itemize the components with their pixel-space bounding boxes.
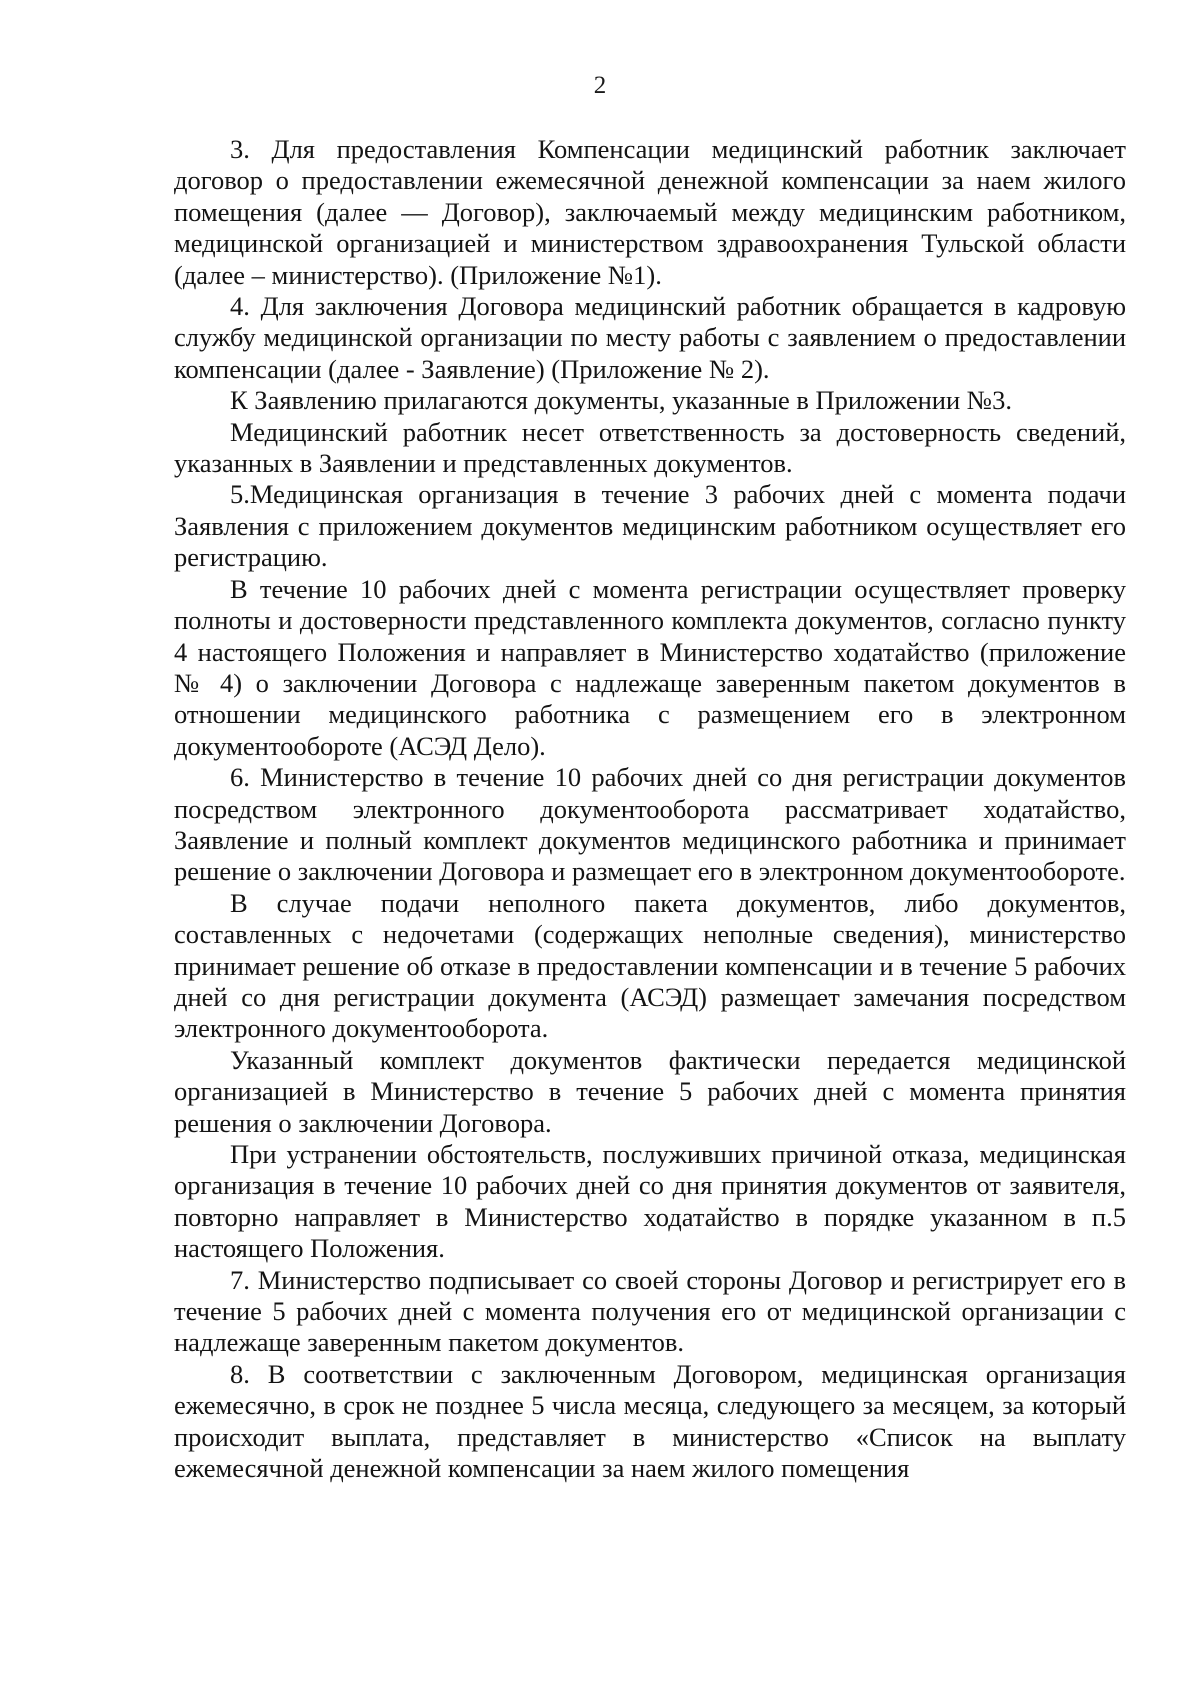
paragraph-6: 6. Министерство в течение 10 рабочих дней со дня регистрации документов посредством электронного документооборота рассматривает ходатайство, Заявление и полный комплект документов медицинского работника и принимает решение о заключении Договора и размещает его в электронном документообороте. [174,762,1126,887]
paragraph-resubmission: При устранении обстоятельств, послуживших причиной отказа, медицинская организация в течение 10 рабочих дней со дня принятия документов от заявителя, повторно направляет в Министерство ходатайство в порядке указанном в п.5 настоящего Положения. [174,1139,1126,1264]
paragraph-5: 5.Медицинская организация в течение 3 рабочих дней с момента подачи Заявления с приложением документов медицинским работником осуществляет его регистрацию. [174,479,1126,573]
paragraph-3: 3. Для предоставления Компенсации медицинский работник заключает договор о предоставлении ежемесячной денежной компенсации за наем жилого помещения (далее — Договор), заключаемый между медицинским работником, медицинской организацией и министерством здравоохранения Тульской области (далее – министерство). (Приложение №1). [174,134,1126,290]
paragraph-transfer: Указанный комплект документов фактически передается медицинской организацией в Министерство в течение 5 рабочих дней с момента принятия решения о заключении Договора. [174,1044,1126,1138]
page-number: 2 [593,72,607,99]
paragraph-4: 4. Для заключения Договора медицинский работник обращается в кадровую службу медицинской организации по месту работы с заявлением о предоставлении компенсации (далее - Заявление) (Приложение № 2). [174,291,1126,384]
paragraph-refusal: В случае подачи неполного пакета документов, либо документов, составленных с недочетами (содержащих неполные сведения), министерство принимает решение об отказе в предоставлении компенсации и в течение 5 рабочих дней со дня регистрации документа (АСЭД) размещает замечания посредством электронного документооборота. [174,887,1126,1044]
paragraph-7: 7. Министерство подписывает со своей стороны Договор и регистрирует его в течение 5 рабочих дней с момента получения его от медицинской организации с надлежаще заверенным пакетом документов. [174,1264,1126,1358]
paragraph-verification: В течение 10 рабочих дней с момента регистрации осуществляет проверку полноты и достоверности представленного комплекта документов, согласно пункту 4 настоящего Положения и направляет в Министерство ходатайство (приложение № 4) о заключении Договора с надлежаще заверенным пакетом документов в отношении медицинского работника с размещением его в электронном документообороте (АСЭД Дело). [174,573,1126,761]
document-body [174,134,1126,1484]
paragraph-attachments: К Заявлению прилагаются документы, указанные в Приложении №3. [230,385,1012,416]
paragraph-responsibility: Медицинский работник несет ответственность за достоверность сведений, указанных в Заявлении и представленных документов. [174,416,1126,479]
paragraph-8: 8. В соответствии с заключенным Договором, медицинская организация ежемесячно, в срок не позднее 5 числа месяца, следующего за месяцем, за который происходит выплата, представляет в министерство «Список на выплату ежемесячной денежной компенсации за наем жилого помещения [174,1358,1126,1484]
